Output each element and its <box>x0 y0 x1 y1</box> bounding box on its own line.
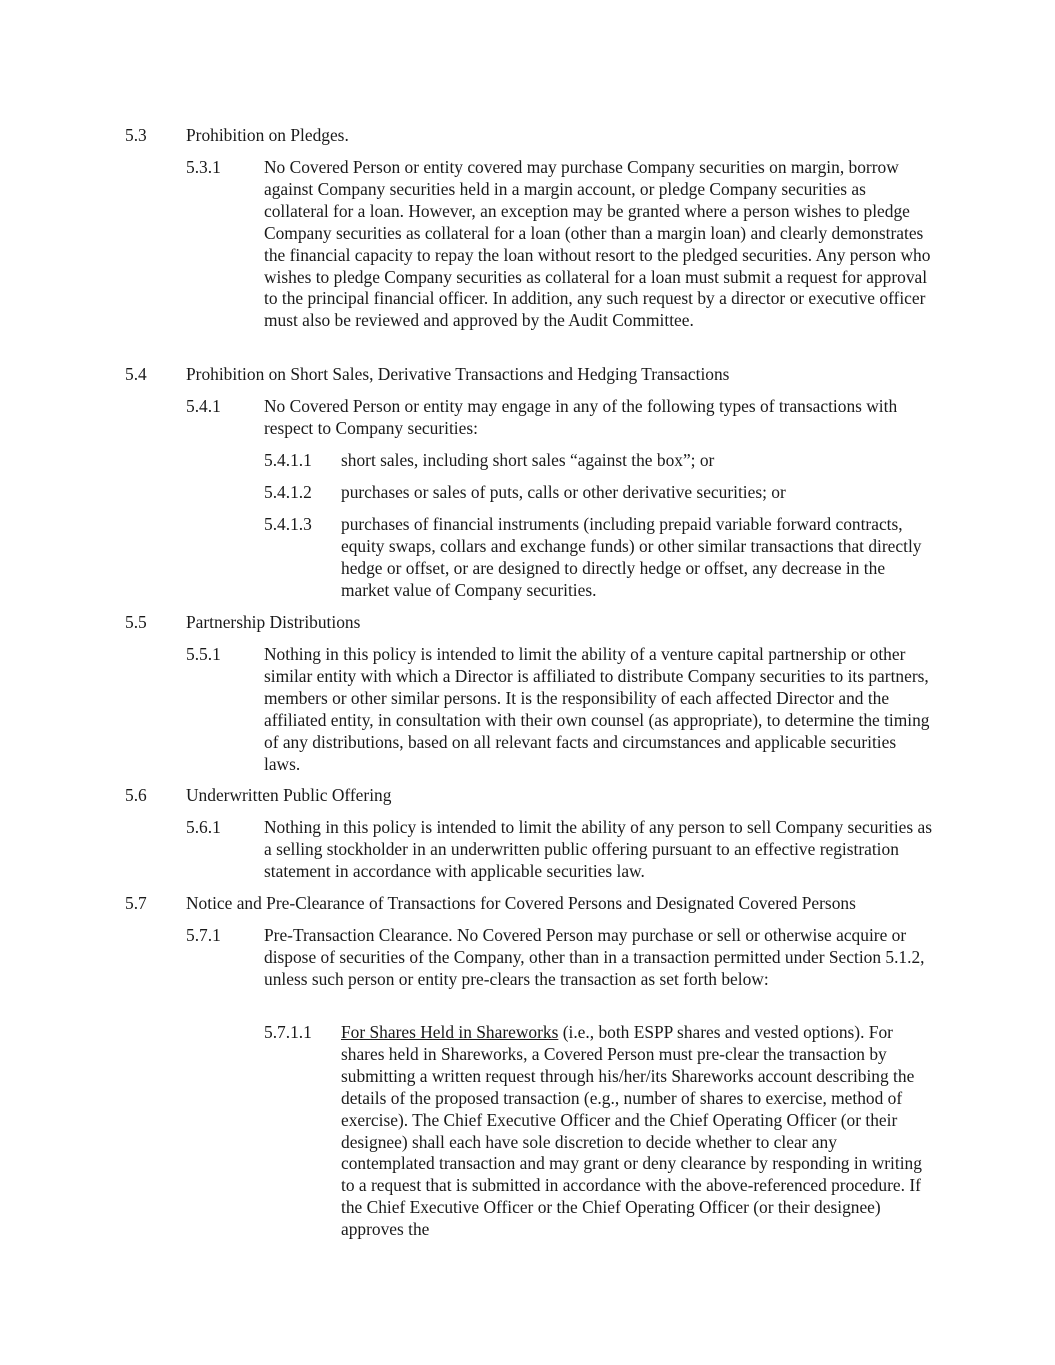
section-number: 5.4.1.3 <box>264 514 312 534</box>
section-5-4-1 <box>186 396 932 440</box>
section-number: 5.4 <box>125 364 147 384</box>
section-text: Nothing in this policy is intended to limit the ability of any person to sell Company securities as a selling stockholder in an underwritten public offering pursuant to an effective registration statement in accordance with applicable securities law. <box>264 817 933 881</box>
section-5-6-heading <box>125 785 925 807</box>
section-5-5-1 <box>186 644 932 775</box>
section-number: 5.5 <box>125 612 147 632</box>
section-number: 5.7 <box>125 893 147 913</box>
section-text: No Covered Person or entity covered may purchase Company securities on margin, borrow against Company securities held in a margin account, or pledge Company securities as collateral for a loan. However, an exception may be granted where a person wishes to pledge Company securities as collateral for a loan (other than a margin loan) and clearly demonstrates the financial capacity to repay the loan without resort to the pledged securities. Any person who wishes to pledge Company securities as collateral for a loan must submit a request for approval to the principal financial officer. In addition, any such request by a director or executive officer must also be reviewed and approved by the Audit Committee. <box>264 157 931 331</box>
section-5-3-heading <box>125 125 925 147</box>
subsection-heading: For Shares Held in Shareworks <box>341 1022 559 1042</box>
section-number: 5.6 <box>125 785 147 805</box>
section-number: 5.6.1 <box>186 817 221 837</box>
section-title: Notice and Pre-Clearance of Transactions for Covered Persons and Designated Covered Persons <box>186 893 856 913</box>
section-5-4-1-1 <box>264 450 932 472</box>
section-number: 5.3 <box>125 125 147 145</box>
section-number: 5.4.1 <box>186 396 221 416</box>
section-text: Nothing in this policy is intended to limit the ability of a venture capital partnership or other similar entity with which a Director is affiliated to distribute Company securities to its partners, members or other similar persons. It is the responsibility of each affected Director and the affiliated entity, in consultation with their own counsel (as appropriate), to determine the timing of any distributions, based on all relevant facts and circumstances and applicable securities laws. <box>264 644 930 774</box>
section-number: 5.5.1 <box>186 644 221 664</box>
section-number: 5.4.1.1 <box>264 450 312 470</box>
section-5-3-1 <box>186 157 932 332</box>
section-number: 5.7.1 <box>186 925 221 945</box>
section-title: Partnership Distributions <box>186 612 361 632</box>
section-number: 5.3.1 <box>186 157 221 177</box>
section-text: purchases or sales of puts, calls or other derivative securities; or <box>341 482 786 502</box>
section-5-7-1 <box>186 925 932 991</box>
section-5-4-1-3 <box>264 514 932 602</box>
section-title: Prohibition on Short Sales, Derivative Transactions and Hedging Transactions <box>186 364 730 384</box>
section-number: 5.7.1.1 <box>264 1022 312 1042</box>
section-text: short sales, including short sales “against the box”; or <box>341 450 715 470</box>
section-title: Underwritten Public Offering <box>186 785 392 805</box>
section-5-4-heading <box>125 364 925 386</box>
section-text: No Covered Person or entity may engage in any of the following types of transactions with respect to Company securities: <box>264 396 898 438</box>
section-5-7-1-1 <box>264 1022 932 1241</box>
section-5-6-1 <box>186 817 932 883</box>
section-number: 5.4.1.2 <box>264 482 312 502</box>
section-5-4-1-2 <box>264 482 932 504</box>
section-text: Pre-Transaction Clearance. No Covered Person may purchase or sell or otherwise acquire or dispose of securities of the Company, other than in a transaction permitted under Section 5.1.2, unless such person or entity pre-clears the transaction as set forth below: <box>264 925 925 989</box>
section-text: purchases of financial instruments (including prepaid variable forward contracts, equity swaps, collars and exchange funds) or other similar transactions that directly hedge or offset, or are designed to directly hedge or offset, any decrease in the market value of Company securities. <box>341 514 922 600</box>
section-5-5-heading <box>125 612 925 634</box>
section-title: Prohibition on Pledges. <box>186 125 349 145</box>
section-text <box>341 1022 932 1241</box>
subsection-body: (i.e., both ESPP shares and vested options). For shares held in Shareworks, a Covered Person must pre-clear the transaction by submitting a written request through his/her/its Shareworks account describing the details of the proposed transaction (e.g., number of shares to exercise, method of exercise). The Chief Executive Officer and the Chief Operating Officer (or their designee) shall each have sole discretion to decide whether to clear any contemplated transaction and may grant or deny clearance by responding in writing to a request that is submitted in accordance with the above-referenced procedure. If the Chief Executive Officer or the Chief Operating Officer (or their designee) approves the <box>341 1022 922 1240</box>
section-5-7-heading <box>125 893 955 915</box>
